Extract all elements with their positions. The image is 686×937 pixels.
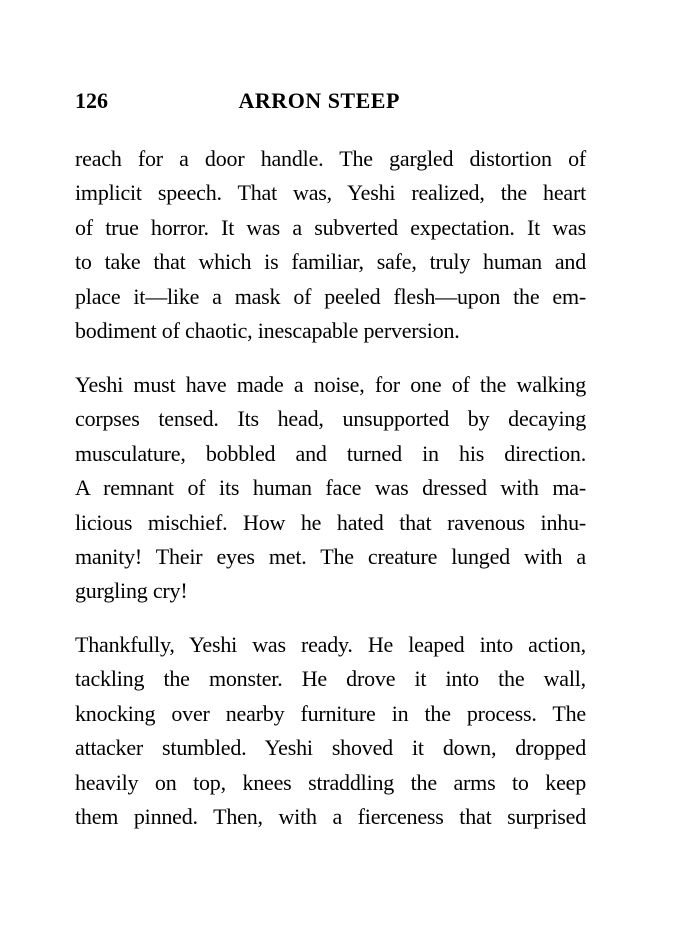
text-line: knocking over nearby furniture in the process. The [75,700,586,726]
text-line: gurgling cry! [75,578,188,604]
text-line: them pinned. Then, with a fierceness that surprised [75,804,586,830]
paragraph [75,368,586,609]
text-line: licious mischief. How he hated that ravenous inhu- [75,509,586,535]
text-line: place it—like a mask of peeled flesh—upon the em- [75,283,586,309]
text-line: Yeshi must have made a noise, for one of the walking [75,371,586,397]
page-body [75,142,586,835]
running-header-title: ARRON STEEP [238,88,400,113]
text-line: Thankfully, Yeshi was ready. He leaped into action, [75,631,586,657]
text-line: heavily on top, knees straddling the arms to keep [75,769,586,795]
text-line: reach for a door handle. The gargled distortion of [75,146,586,171]
page-number: 126 [75,88,108,113]
text-line: musculature, bobbled and turned in his direction. [75,440,586,466]
paragraph [75,142,586,349]
text-line: attacker stumbled. Yeshi shoved it down, dropped [75,735,586,761]
paragraph [75,628,586,835]
text-line: corpses tensed. Its head, unsupported by decaying [75,406,586,432]
text-line: manity! Their eyes met. The creature lunged with a [75,543,586,569]
text-line: tackling the monster. He drove it into the wall, [75,666,586,692]
text-line: of true horror. It was a subverted expectation. It was [75,214,586,240]
page-header [75,88,586,114]
text-line: implicit speech. That was, Yeshi realized, the heart [75,180,586,206]
text-line: bodiment of chaotic, inescapable perversion. [75,318,460,344]
text-line: to take that which is familiar, safe, truly human and [75,249,586,275]
text-line: A remnant of its human face was dressed with ma- [75,475,586,501]
